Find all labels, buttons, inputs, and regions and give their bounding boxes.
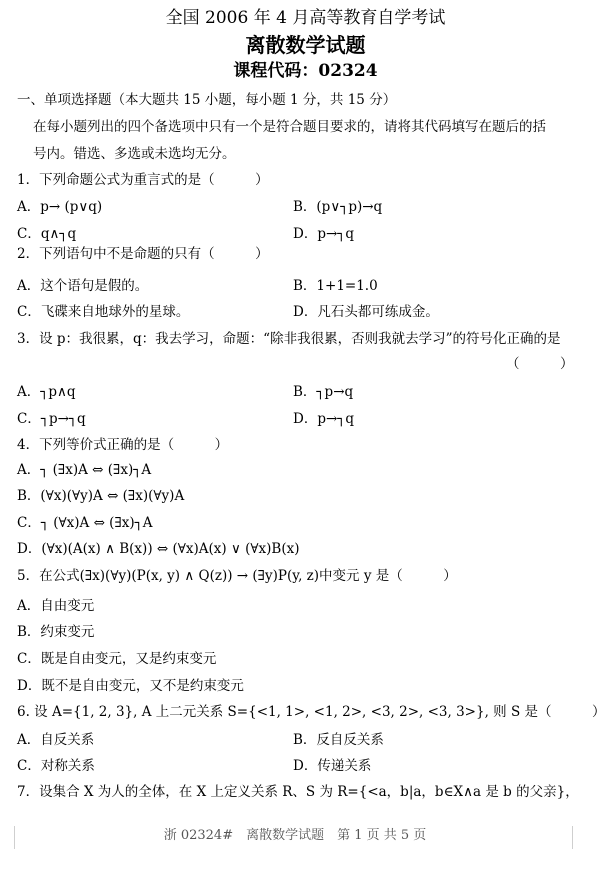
question-4-option-a: A．┐ (∃x)A ⇔ (∃x)┐A xyxy=(17,462,152,478)
question-4-stem: 4．下列等价式正确的是（ ） xyxy=(17,437,229,453)
question-3-stem: 3．设 p：我很累，q：我去学习，命题：“除非我很累，否则我就去学习”的符号化正确的是 xyxy=(17,331,561,347)
section-instructions-line2: 号内。错选、多选或未选均无分。 xyxy=(33,146,236,162)
question-1-option-b: B．(p∨┐p)→q xyxy=(293,199,383,215)
exam-title: 全国 2006 年 4 月高等教育自学考试 xyxy=(165,8,446,28)
question-4-option-c: C．┐ (∀x)A ⇔ (∃x)┐A xyxy=(17,515,153,531)
section-heading: 一、单项选择题（本大题共 15 小题，每小题 1 分，共 15 分） xyxy=(17,92,397,108)
question-2-stem: 2．下列语句中不是命题的只有（ ） xyxy=(17,246,269,262)
question-6-option-c: C．对称关系 xyxy=(17,758,95,774)
question-2-option-a: A．这个语句是假的。 xyxy=(17,278,149,294)
question-6-option-b: B．反自反关系 xyxy=(293,732,384,748)
page-footer: 浙 02324# 离散数学试题 第 1 页 共 5 页 xyxy=(163,828,427,843)
question-2-option-c: C．飞碟来自地球外的星球。 xyxy=(17,304,190,320)
question-5-option-a: A．自由变元 xyxy=(17,598,95,614)
question-3-option-a: A．┐p∧q xyxy=(17,384,76,400)
course-code: 课程代码：02324 xyxy=(233,61,378,81)
question-5-option-c: C．既是自由变元，又是约束变元 xyxy=(17,651,217,667)
section-instructions-line1: 在每小题列出的四个备选项中只有一个是符合题目要求的，请将其代码填写在题后的括 xyxy=(33,119,546,135)
question-2-option-b: B．1+1=1.0 xyxy=(293,278,378,294)
question-3-option-c: C．┐p→┐q xyxy=(17,411,86,427)
question-4-option-d: D．(∀x)(A(x) ∧ B(x)) ⇔ (∀x)A(x) ∨ (∀x)B(x) xyxy=(17,541,300,557)
question-5-option-b: B．约束变元 xyxy=(17,624,95,640)
question-6-option-d: D．传递关系 xyxy=(293,758,372,774)
subject-title: 离散数学试题 xyxy=(245,33,366,57)
question-3-option-b: B．┐p→q xyxy=(293,384,354,400)
question-4-option-b: B．(∀x)(∀y)A ⇔ (∃x)(∀y)A xyxy=(17,488,185,504)
question-1-stem: 1．下列命题公式为重言式的是（ ） xyxy=(17,172,269,188)
question-7-stem: 7．设集合 X 为人的全体，在 X 上定义关系 R、S 为 R={<a，b|a，b∈X∧a 是 b 的父亲}， xyxy=(17,784,579,800)
question-3-option-d: D．p→┐q xyxy=(293,411,355,427)
question-5-stem: 5．在公式(∃x)(∀y)(P(x, y) ∧ Q(z)) → (∃y)P(y, z)中变元 y 是（ ） xyxy=(17,568,457,584)
question-3-answer-blank: （ ） xyxy=(506,356,574,372)
question-1-option-c: C．q∧┐q xyxy=(17,226,77,242)
question-6-option-a: A．自反关系 xyxy=(17,732,95,748)
question-1-option-d: D．p→┐q xyxy=(293,226,355,242)
question-2-option-d: D．凡石头都可练成金。 xyxy=(293,304,439,320)
question-6-stem: 6. 设 A={1, 2, 3}, A 上二元关系 S={<1, 1>, <1, 2>, <3, 2>, <3, 3>}, 则 S 是（ ） xyxy=(17,704,606,720)
question-1-option-a: A．p→ (p∨q) xyxy=(17,199,103,215)
question-5-option-d: D．既不是自由变元，又不是约束变元 xyxy=(17,678,244,694)
